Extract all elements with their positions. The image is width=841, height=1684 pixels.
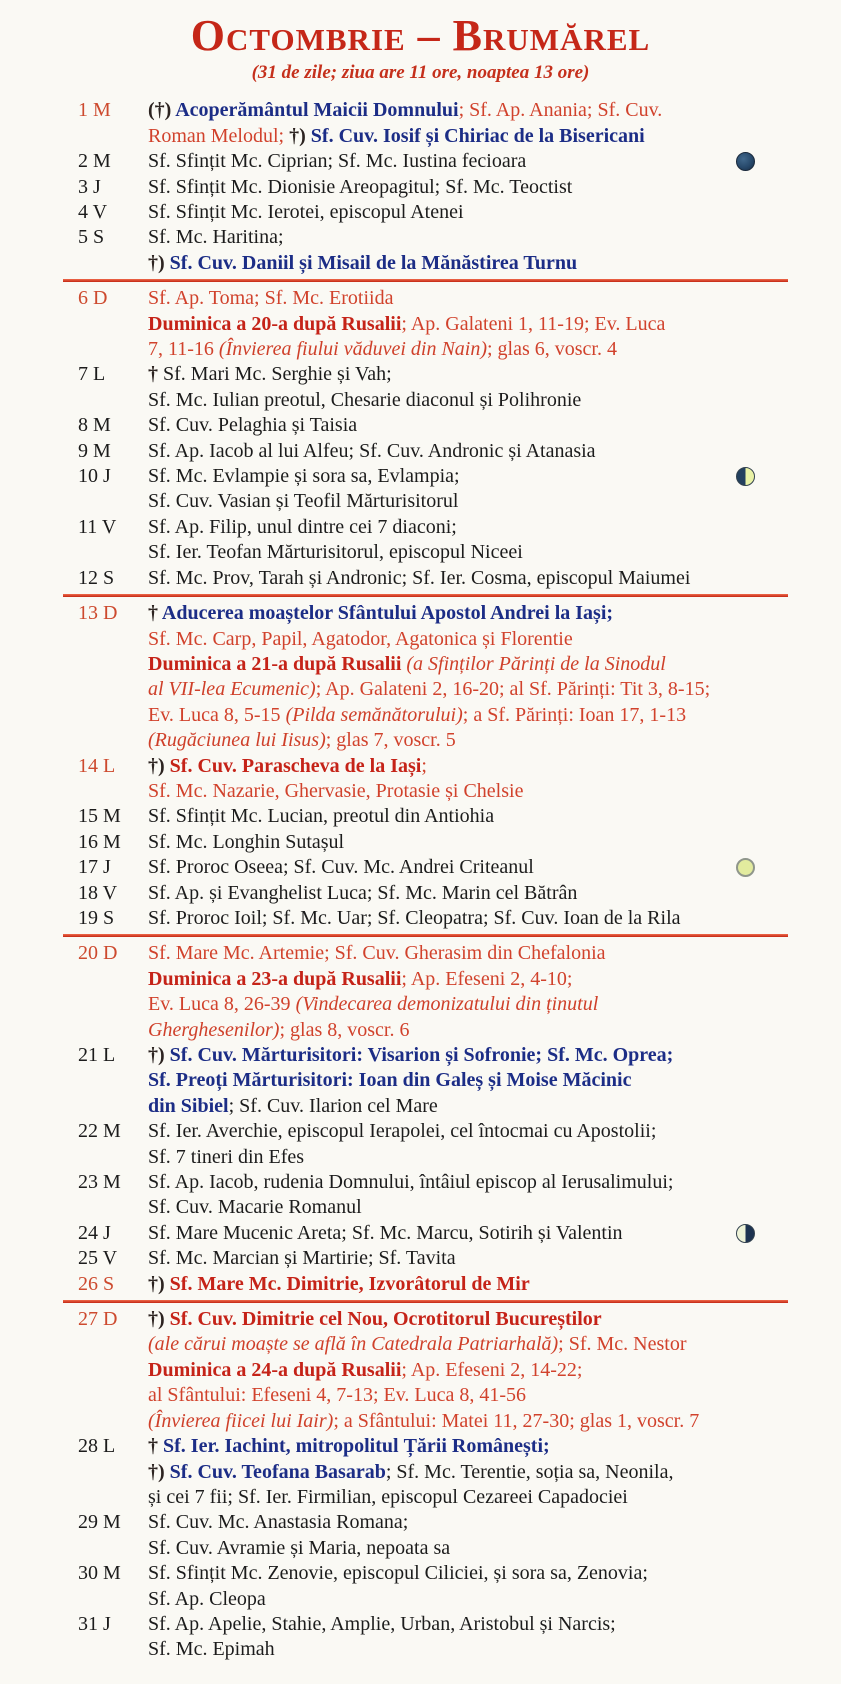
text-segment: (Rugăciunea lui Iisus) — [148, 729, 326, 752]
day-feasts — [148, 1307, 788, 1434]
day-feasts — [148, 566, 788, 591]
text-segment: Sf. Preoți Mărturisitori: Ioan din Galeș și Moise Măcinic — [148, 1069, 632, 1092]
feast-line — [148, 1485, 788, 1510]
text-segment: (ale cărui moaște se află în Catedrala Patriarhală) — [148, 1333, 559, 1356]
text-segment: Sf. Ap. Iacob al lui Alfeu; Sf. Cuv. Andronic și Atanasia — [148, 439, 596, 462]
feast-line — [148, 779, 788, 804]
text-segment: ; Sf. Mc. Nestor — [558, 1333, 687, 1356]
first-quarter-moon-icon — [736, 467, 755, 486]
text-segment: (Învierea fiului văduvei din Nain) — [218, 338, 487, 361]
day-feasts — [148, 413, 788, 438]
text-segment: din Sibiel — [148, 1094, 229, 1117]
day-label: 18 V — [78, 881, 118, 904]
day-feasts — [148, 1119, 788, 1170]
day-row — [78, 855, 788, 880]
feast-line — [148, 1018, 788, 1043]
feast-line — [148, 1561, 788, 1586]
day-row — [78, 362, 788, 413]
cross-symbol: †) — [148, 251, 170, 274]
cross-symbol: † — [148, 602, 162, 625]
feast-line — [148, 804, 788, 829]
feast-line — [148, 175, 788, 200]
day-row — [78, 1221, 788, 1246]
text-segment: Sf. Ier. Iachint, mitropolitul Țării Românești; — [163, 1435, 550, 1458]
day-row — [78, 149, 788, 174]
day-row — [78, 515, 788, 566]
text-segment: Sf. Sfințit Mc. Dionisie Areopagitul; Sf. Mc. Teoctist — [148, 175, 573, 198]
text-segment: ; glas 8, voscr. 6 — [279, 1018, 410, 1041]
day-row — [78, 1307, 788, 1434]
feast-line — [148, 830, 788, 855]
feast-line — [148, 1068, 788, 1093]
day-feasts — [148, 1170, 788, 1221]
day-feasts — [148, 200, 788, 225]
text-segment: Sf. Ier. Averchie, episcopul Ierapolei, cel întocmai cu Apostolii; — [148, 1120, 657, 1143]
day-row — [78, 464, 788, 515]
feast-line — [148, 941, 788, 966]
cross-symbol: †) — [148, 754, 170, 777]
feast-line — [148, 1612, 788, 1637]
feast-line — [148, 627, 788, 652]
day-feasts — [148, 515, 788, 566]
day-row — [78, 1170, 788, 1221]
text-segment: Duminica a 23-a după Rusalii — [148, 967, 402, 990]
feast-line — [148, 703, 788, 728]
day-label: 5 S — [78, 226, 105, 249]
day-feasts — [148, 225, 788, 276]
feast-line — [148, 1043, 788, 1068]
text-segment: Sf. Cuv. Pelaghia și Taisia — [148, 414, 358, 437]
text-segment: Sf. Ap. Cleopa — [148, 1587, 266, 1610]
day-label: 7 L — [78, 363, 106, 386]
section-divider — [63, 1300, 788, 1303]
text-segment: Sf. Mare Mucenic Areta; Sf. Mc. Marcu, Sotirih și Valentin — [148, 1221, 623, 1244]
feast-line — [148, 286, 788, 311]
text-segment: ; Ap. Galateni 2, 16-20; al Sf. Părinți: Tit 3, 8-15; — [315, 678, 711, 701]
day-label: 11 V — [78, 515, 117, 538]
feast-line — [148, 1383, 788, 1408]
feast-line — [148, 124, 788, 149]
text-segment: Sf. Cuv. Avramie și Maria, nepoata sa — [148, 1536, 451, 1559]
day-feasts — [148, 804, 788, 829]
feast-line — [148, 601, 788, 626]
text-segment: Sf. Ap. Apelie, Stahie, Amplie, Urban, Aristobul și Narcis; — [148, 1612, 616, 1635]
day-row — [78, 941, 788, 1043]
last-quarter-moon-icon — [736, 1224, 755, 1243]
day-label: 19 S — [78, 906, 115, 929]
feast-line — [148, 1272, 788, 1297]
feast-line — [148, 388, 788, 413]
feast-line — [148, 906, 788, 931]
day-row — [78, 286, 788, 362]
feast-line — [148, 413, 788, 438]
day-row — [78, 439, 788, 464]
text-segment: Sf. Mari Mc. Serghie și Vah; — [163, 363, 392, 386]
day-label: 4 V — [78, 201, 108, 224]
day-feasts — [148, 941, 788, 1043]
text-segment: Gherghesenilor) — [148, 1018, 280, 1041]
text-segment: Sf. Ap. și Evanghelist Luca; Sf. Mc. Marin cel Bătrân — [148, 881, 578, 904]
cross-symbol: †) — [148, 1308, 170, 1331]
text-segment: Ev. Luca 8, 26-39 — [148, 993, 296, 1016]
day-label: 26 S — [78, 1272, 115, 1295]
text-segment: Sf. Ap. Iacob, rudenia Domnului, întâiul episcop al Ierusalimului; — [148, 1171, 674, 1194]
feast-line — [148, 1637, 788, 1662]
feast-line — [148, 992, 788, 1017]
day-row — [78, 601, 788, 753]
feast-line — [148, 754, 788, 779]
day-feasts — [148, 1246, 788, 1271]
day-row — [78, 881, 788, 906]
day-feasts — [148, 601, 788, 753]
text-segment: Sf. Mc. Longhin Sutașul — [148, 830, 345, 853]
text-segment: 7, 11-16 — [148, 338, 219, 361]
day-row — [78, 1119, 788, 1170]
text-segment: Sf. Sfințit Mc. Ciprian; Sf. Mc. Iustina fecioara — [148, 150, 527, 173]
day-row — [78, 1434, 788, 1510]
day-row — [78, 1272, 788, 1297]
cross-symbol: † — [148, 363, 163, 386]
text-segment: Aducerea moaștelor Sfântului Apostol Andrei la Iași; — [161, 602, 614, 625]
day-feasts — [148, 1043, 788, 1119]
text-segment: ; — [421, 754, 427, 777]
text-segment: ; glas 6, voscr. 4 — [487, 338, 617, 361]
text-segment: al VII-lea Ecumenic) — [148, 678, 316, 701]
day-label: 28 L — [78, 1435, 116, 1458]
day-label: 12 S — [78, 566, 115, 589]
feast-line — [148, 728, 788, 753]
day-label: 22 M — [78, 1120, 121, 1143]
feast-line — [148, 225, 788, 250]
day-label: 1 M — [78, 99, 111, 122]
cross-symbol: †) — [148, 1272, 170, 1295]
day-row — [78, 1043, 788, 1119]
text-segment: Sf. Mc. Haritina; — [148, 226, 284, 249]
day-label: 25 V — [78, 1247, 118, 1270]
text-segment: al Sfântului: Efeseni 4, 7-13; Ev. Luca 8, 41-56 — [148, 1384, 527, 1407]
day-feasts — [148, 1510, 788, 1561]
day-row — [78, 1561, 788, 1612]
section-divider — [63, 934, 788, 937]
text-segment: Sf. Ap. Filip, unul dintre cei 7 diaconi; — [148, 515, 457, 538]
text-segment: Acoperământul Maicii Domnului — [175, 99, 459, 122]
feast-line — [148, 1460, 788, 1485]
text-segment: (Învierea fiicei lui Iair) — [148, 1409, 334, 1432]
day-label: 8 M — [78, 414, 111, 437]
text-segment: Sf. Cuv. Mc. Anastasia Romana; — [148, 1511, 409, 1534]
text-segment: ; Ap. Efeseni 2, 14-22; — [401, 1358, 583, 1381]
feast-line — [148, 1094, 788, 1119]
text-segment: Sf. Cuv. Teofana Basarab — [169, 1460, 386, 1483]
feast-line — [148, 515, 788, 540]
text-segment: Sf. Mare Mc. Artemie; Sf. Cuv. Gherasim din Chefalonia — [148, 942, 606, 965]
feast-line — [148, 1587, 788, 1612]
feast-line — [148, 149, 788, 174]
feast-line — [148, 312, 788, 337]
feast-line — [148, 1221, 788, 1246]
feast-line — [148, 1536, 788, 1561]
day-row — [78, 200, 788, 225]
text-segment: Sf. Proroc Oseea; Sf. Cuv. Mc. Andrei Criteanul — [148, 856, 534, 879]
feast-line — [148, 200, 788, 225]
day-label: 13 D — [78, 602, 118, 625]
feast-line — [148, 881, 788, 906]
feast-line — [148, 1510, 788, 1535]
text-segment: Sf. Cuv. Daniil și Misail de la Mănăstirea Turnu — [169, 251, 578, 274]
feast-line — [148, 362, 788, 387]
day-feasts — [148, 1612, 788, 1663]
text-segment: Sf. Mc. Evlampie și sora sa, Evlampia; — [148, 465, 460, 488]
section-divider — [63, 594, 788, 597]
day-row — [78, 98, 788, 149]
day-label: 2 M — [78, 150, 111, 173]
day-label: 17 J — [78, 856, 111, 879]
text-segment: Roman Melodul; — [148, 124, 290, 147]
text-segment: Sf. Mc. Iulian preotul, Chesarie diaconul și Polihronie — [148, 388, 582, 411]
day-label: 27 D — [78, 1308, 118, 1331]
text-segment: Duminica a 21-a după Rusalii — [148, 652, 407, 675]
text-segment: ; Sf. Cuv. Ilarion cel Mare — [228, 1094, 438, 1117]
feast-line — [148, 1246, 788, 1271]
cross-symbol: †) — [148, 1460, 170, 1483]
day-row — [78, 1612, 788, 1663]
day-row — [78, 754, 788, 805]
text-segment: Sf. Cuv. Macarie Romanul — [148, 1196, 362, 1219]
day-label: 30 M — [78, 1562, 121, 1585]
text-segment: Sf. Mc. Prov, Tarah și Andronic; Sf. Ier. Cosma, episcopul Maiumei — [148, 566, 691, 589]
feast-line — [148, 337, 788, 362]
day-row — [78, 225, 788, 276]
day-label: 31 J — [78, 1612, 111, 1635]
calendar-days — [0, 98, 841, 1662]
section-divider — [63, 279, 788, 282]
month-title: Octombrie – Brumărel — [190, 11, 651, 60]
feast-line — [148, 1145, 788, 1170]
cross-symbol: (†) — [148, 99, 176, 122]
day-feasts — [148, 439, 788, 464]
feast-line — [148, 967, 788, 992]
day-feasts — [148, 149, 788, 174]
day-feasts — [148, 98, 788, 149]
text-segment: ; Sf. Ap. Anania; Sf. Cuv. — [458, 99, 663, 122]
day-row — [78, 804, 788, 829]
day-feasts — [148, 881, 788, 906]
text-segment: ; a Sfântului: Matei 11, 27-30; glas 1, voscr. 7 — [333, 1409, 700, 1432]
feast-line — [148, 98, 788, 123]
feast-line — [148, 566, 788, 591]
day-label: 9 M — [78, 439, 111, 462]
cross-symbol: †) — [289, 124, 311, 147]
text-segment: Sf. Mc. Carp, Papil, Agatodor, Agatonica și Florentie — [148, 627, 573, 650]
cross-symbol: † — [148, 1435, 163, 1458]
feast-line — [148, 1307, 788, 1332]
day-feasts — [148, 362, 788, 413]
day-feasts — [148, 1272, 788, 1297]
text-segment: ; glas 7, voscr. 5 — [325, 729, 456, 752]
day-feasts — [148, 906, 788, 931]
day-label: 20 D — [78, 942, 118, 965]
feast-line — [148, 1434, 788, 1459]
day-feasts — [148, 464, 788, 515]
day-feasts — [148, 830, 788, 855]
day-feasts — [148, 175, 788, 200]
text-segment: Sf. Sfințit Mc. Ierotei, episcopul Atenei — [148, 201, 464, 224]
text-segment: ; Sf. Mc. Terentie, soția sa, Neonila, — [385, 1460, 674, 1483]
day-row — [78, 1510, 788, 1561]
day-label: 29 M — [78, 1511, 121, 1534]
feast-line — [148, 540, 788, 565]
day-label: 10 J — [78, 465, 111, 488]
feast-line — [148, 1409, 788, 1434]
text-segment: (Vindecarea demonizatului din ținutul — [295, 993, 599, 1016]
feast-line — [148, 1332, 788, 1357]
feast-line — [148, 1195, 788, 1220]
feast-line — [148, 439, 788, 464]
text-segment: (a Sfinților Părinți de la Sinodul — [406, 652, 666, 675]
day-row — [78, 566, 788, 591]
text-segment: Sf. Sfințit Mc. Lucian, preotul din Antiohia — [148, 805, 495, 828]
feast-line — [148, 1170, 788, 1195]
text-segment: Duminica a 24-a după Rusalii — [148, 1358, 402, 1381]
day-label: 15 M — [78, 805, 121, 828]
day-label: 3 J — [78, 175, 101, 198]
day-row — [78, 175, 788, 200]
text-segment: Duminica a 20-a după Rusalii — [148, 312, 402, 335]
text-segment: (Pilda semănătorului) — [285, 703, 463, 726]
day-feasts — [148, 1434, 788, 1510]
text-segment: și cei 7 fii; Sf. Ier. Firmilian, episcopul Cezareei Capadociei — [148, 1485, 628, 1508]
day-feasts — [148, 855, 788, 880]
month-subtitle: (31 de zile; ziua are 11 ore, noaptea 13 ore) — [251, 62, 590, 84]
feast-line — [148, 464, 788, 489]
text-segment: Sf. Sfințit Mc. Zenovie, episcopul Ciliciei, și sora sa, Zenovia; — [148, 1562, 648, 1585]
day-label: 14 L — [78, 754, 116, 777]
feast-line — [148, 855, 788, 880]
day-label: 23 M — [78, 1171, 121, 1194]
day-row — [78, 1246, 788, 1271]
text-segment: Sf. Ier. Teofan Mărturisitorul, episcopul Niceei — [148, 541, 523, 564]
day-feasts — [148, 754, 788, 805]
text-segment: Sf. Cuv. Dimitrie cel Nou, Ocrotitorul Bucureștilor — [169, 1308, 602, 1331]
feast-line — [148, 1119, 788, 1144]
day-label: 6 D — [78, 287, 108, 310]
cross-symbol: †) — [148, 1044, 170, 1067]
text-segment: ; Ap. Efeseni 2, 4-10; — [401, 967, 573, 990]
day-label: 16 M — [78, 830, 121, 853]
text-segment: Ev. Luca 8, 5-15 — [148, 703, 286, 726]
text-segment: Sf. Mc. Marcian și Martirie; Sf. Tavita — [148, 1247, 456, 1270]
day-feasts — [148, 1221, 788, 1246]
text-segment: Sf. Cuv. Parascheva de la Iași — [169, 754, 422, 777]
feast-line — [148, 1358, 788, 1383]
text-segment: Sf. Proroc Ioil; Sf. Mc. Uar; Sf. Cleopatra; Sf. Cuv. Ioan de la Rila — [148, 906, 681, 929]
day-row — [78, 906, 788, 931]
feast-line — [148, 489, 788, 514]
day-label: 24 J — [78, 1221, 111, 1244]
text-segment: Sf. Mare Mc. Dimitrie, Izvorâtorul de Mir — [169, 1272, 530, 1295]
text-segment: Sf. Mc. Nazarie, Ghervasie, Protasie și Chelsie — [148, 779, 524, 802]
text-segment: Sf. Mc. Epimah — [148, 1638, 275, 1661]
text-segment: Sf. Cuv. Mărturisitori: Visarion și Sofronie; Sf. Mc. Oprea; — [169, 1044, 674, 1067]
text-segment: ; a Sf. Părinți: Ioan 17, 1-13 — [462, 703, 687, 726]
day-row — [78, 413, 788, 438]
text-segment: Sf. Ap. Toma; Sf. Mc. Erotiida — [148, 287, 394, 310]
feast-line — [148, 652, 788, 677]
feast-line — [148, 677, 788, 702]
day-feasts — [148, 286, 788, 362]
day-row — [78, 830, 788, 855]
text-segment: Sf. Cuv. Iosif și Chiriac de la Bisericani — [310, 124, 645, 147]
text-segment: ; Ap. Galateni 1, 11-19; Ev. Luca — [401, 312, 666, 335]
day-label: 21 L — [78, 1044, 116, 1067]
day-feasts — [148, 1561, 788, 1612]
feast-line — [148, 251, 788, 276]
text-segment: Sf. Cuv. Vasian și Teofil Mărturisitorul — [148, 490, 459, 513]
text-segment: Sf. 7 tineri din Efes — [148, 1145, 305, 1168]
